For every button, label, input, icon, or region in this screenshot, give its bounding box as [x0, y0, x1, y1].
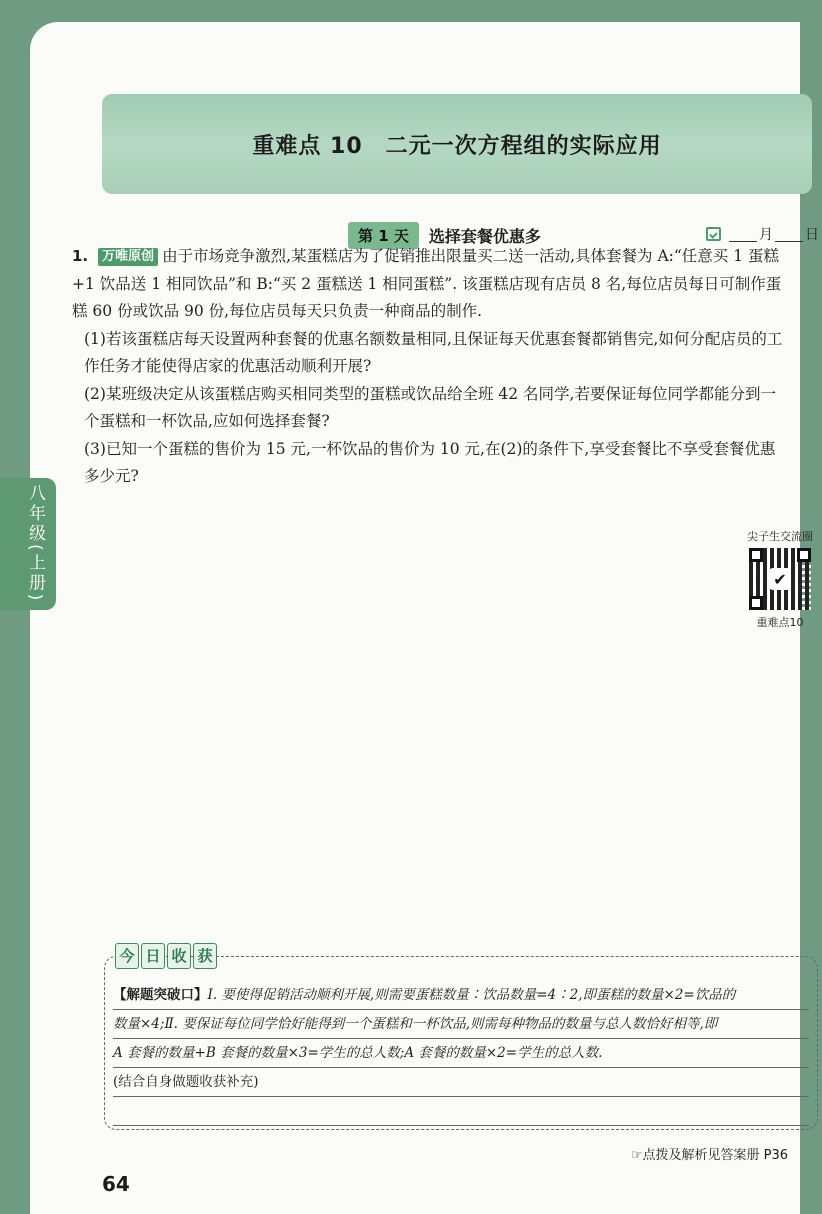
qr-code[interactable]	[749, 548, 811, 610]
problem-intro-text: 由于市场竞争激烈,某蛋糕店为了促销推出限量买二送一活动,具体套餐为 A:“任意买 1 蛋糕+1 饮品送 1 相同饮品”和 B:“买 2 蛋糕送 1 相同蛋糕”. 该蛋糕店现有店员 8 名,每位店员每日可制作蛋糕 60 份或饮品 90 份,每位店员每天只负责一种商品的制作.	[72, 247, 782, 320]
summary-label: 【解题突破口】	[113, 987, 208, 1003]
summary-tab-char: 收	[167, 943, 191, 969]
page-sheet	[30, 22, 819, 1214]
summary-text: A 套餐的数量+B 套餐的数量×3=学生的总人数;A 套餐的数量×2=学生的总人数.	[113, 1045, 603, 1061]
original-tag: 万唯原创	[98, 248, 158, 266]
summary-text: Ⅰ. 要使得促销活动顺利开展,则需要蛋糕数量∶饮品数量=4∶2,即蛋糕的数量×2=饮品的	[207, 987, 736, 1003]
summary-tab-char: 今	[115, 943, 139, 969]
problem-number: 1.	[72, 247, 89, 265]
title-banner	[102, 94, 812, 194]
page-title: 重难点 10 二元一次方程组的实际应用	[252, 133, 662, 159]
question-2: (2)某班级决定从该蛋糕店购买相同类型的蛋糕或饮品给全班 42 名同学,若要保证每位同学都能分到一个蛋糕和一杯饮品,应如何选择套餐?	[84, 384, 776, 430]
summary-blank-line[interactable]	[113, 1097, 809, 1126]
summary-note[interactable]	[113, 1068, 809, 1097]
calendar-check-icon	[706, 227, 721, 241]
summary-tab-char: 日	[141, 943, 165, 969]
summary-line	[113, 1010, 809, 1039]
month-label: 月	[759, 227, 773, 243]
grade-label: 八年级(上册)	[25, 484, 45, 604]
answer-reference: ☞点拨及解析见答案册 P36	[630, 1148, 788, 1163]
grade-side-tab	[0, 478, 56, 610]
summary-line	[113, 981, 809, 1010]
summary-text: 数量×4;Ⅱ. 要保证每位同学恰好能得到一个蛋糕和一杯饮品,则需每种物品的数量与总人数恰好相等,即	[113, 1016, 718, 1032]
summary-line	[113, 1039, 809, 1068]
qr-bottom-label: 重难点10	[756, 616, 804, 629]
day-blank[interactable]	[775, 227, 803, 242]
qr-code-block	[738, 528, 822, 630]
summary-tab-char: 获	[193, 943, 217, 969]
question-3: (3)已知一个蛋糕的售价为 15 元,一杯饮品的售价为 10 元,在(2)的条件下,享受套餐比不享受套餐优惠多少元?	[84, 439, 776, 485]
qr-top-label: 尖子生交流圈	[747, 530, 813, 543]
date-field	[706, 224, 819, 244]
problem-intro	[72, 243, 790, 326]
check-icon: ✔	[769, 568, 791, 590]
page-number: 64	[102, 1172, 130, 1196]
day-label: 日	[805, 227, 819, 243]
summary-note-text: (结合自身做题收获补充)	[113, 1074, 259, 1090]
summary-body	[113, 981, 809, 1126]
month-blank[interactable]	[729, 227, 757, 242]
summary-box	[104, 947, 818, 1130]
question-1: (1)若该蛋糕店每天设置两种套餐的优惠名额数量相同,且保证每天优惠套餐都销售完,如何分配店员的工作任务才能使得店家的优惠活动顺利开展?	[84, 329, 783, 375]
summary-tab	[115, 943, 219, 969]
problem-1	[72, 243, 790, 491]
day-badge: 第 1 天	[348, 222, 419, 249]
day-title: 选择套餐优惠多	[428, 227, 541, 246]
